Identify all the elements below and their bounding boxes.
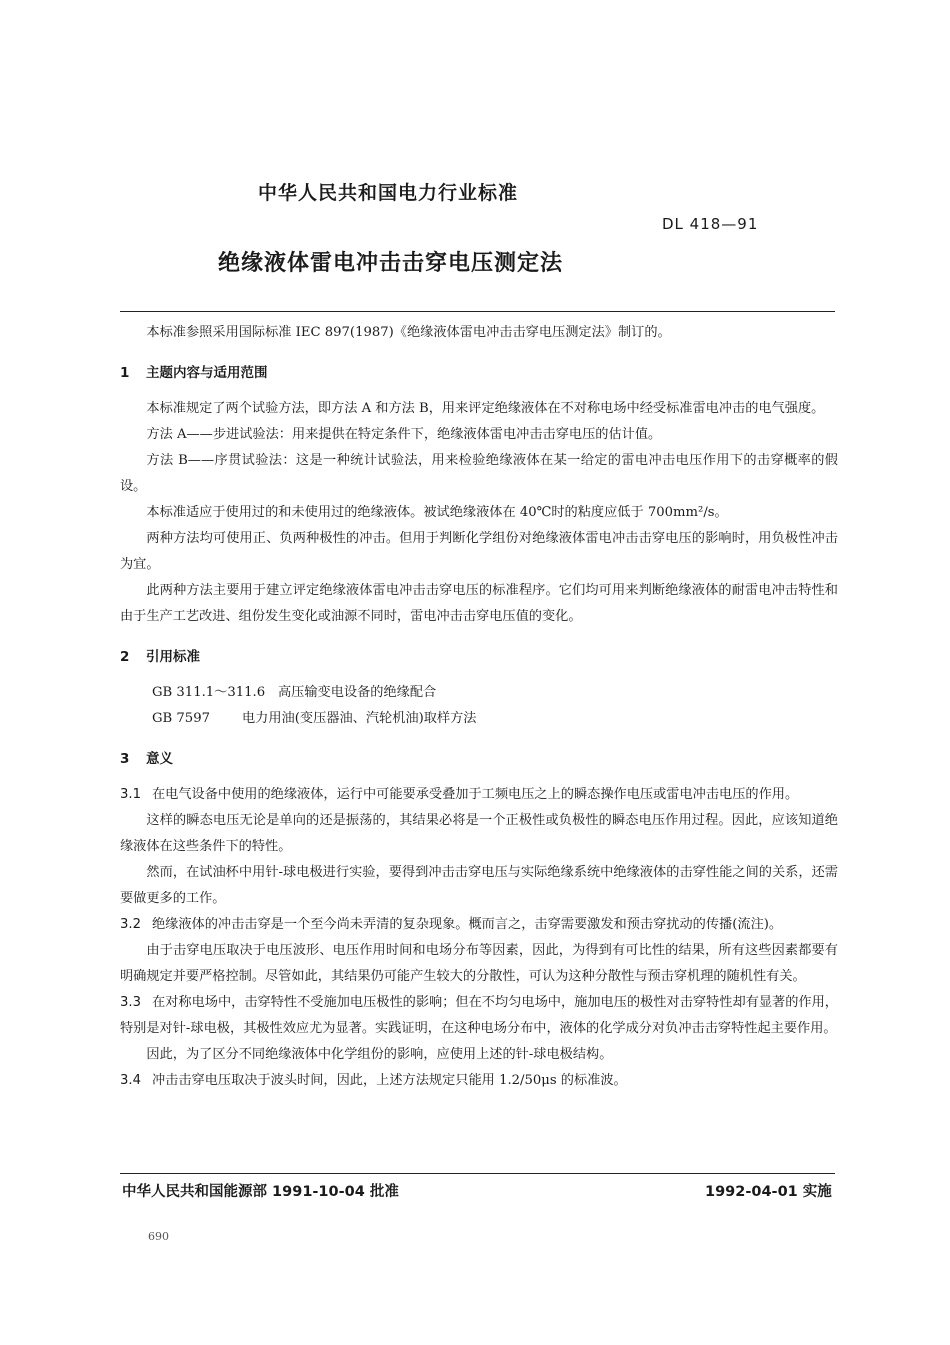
clause-number: 3.2 [120,917,141,932]
clause-text: 在对称电场中，击穿特性不受施加电压极性的影响；但在不均匀电场中，施加电压的极性对击穿特性却有显著的作用，特别是对针-球电极，其极性效应尤为显著。实践证明，在这种电场分布中，液体的化学成分对负冲击击穿特性起主要作用。 [120,995,838,1036]
section-2-heading [120,644,838,670]
clause-3-4 [120,1068,838,1094]
reference-item [120,706,838,732]
page-number: 690 [148,1230,169,1243]
reference-title: 电力用油(变压器油、汽轮机油)取样方法 [242,711,477,726]
clause-number: 3.4 [120,1073,141,1088]
intro-paragraph: 本标准参照采用国际标准 IEC 897(1987)《绝缘液体雷电冲击击穿电压测定法》制订的。 [146,325,671,340]
section-1-paragraph: 此两种方法主要用于建立评定绝缘液体雷电冲击击穿电压的标准程序。它们均可用来判断绝缘液体的耐雷电冲击特性和由于生产工艺改进、组份发生变化或油源不同时，雷电冲击击穿电压值的变化。 [120,583,838,624]
clause-number: 3.1 [120,787,141,802]
effective-date: 1992-04-01 实施 [705,1184,832,1200]
section-1-paragraph: 本标准适应于使用过的和未使用过的绝缘液体。被试绝缘液体在 40℃时的粘度应低于 700mm²/s。 [146,505,728,520]
section-1-paragraph: 本标准规定了两个试验方法，即方法 A 和方法 B，用来评定绝缘液体在不对称电场中经受标准雷电冲击的电气强度。 [146,401,825,416]
section-1-number: 1 [120,365,130,381]
clause-3-2 [120,912,838,938]
clause-text: 冲击击穿电压取决于波头时间，因此，上述方法规定只能用 1.2/50μs 的标准波。 [152,1073,627,1088]
clause-number: 3.3 [120,995,141,1010]
document-body [120,320,838,1094]
section-1-paragraph: 方法 A——步进试验法：用来提供在特定条件下，绝缘液体雷电冲击击穿电压的估计值。 [146,427,662,442]
section-3-heading [120,746,838,772]
clause-paragraph: 这样的瞬态电压无论是单向的还是振荡的，其结果必将是一个正极性或负极性的瞬态电压作用过程。因此，应该知道绝缘液体在这些条件下的特性。 [120,813,838,854]
reference-code: GB 311.1～311.6 [152,685,266,700]
section-3-number: 3 [120,751,130,767]
reference-code: GB 7597 [152,711,210,726]
clause-3-3 [120,990,838,1042]
approval-line: 中华人民共和国能源部 1991-10-04 批准 [122,1184,399,1200]
top-rule [120,311,835,312]
standard-code: DL 418—91 [662,215,759,233]
clause-paragraph: 然而，在试油杯中用针-球电极进行实验，要得到冲击击穿电压与实际绝缘系统中绝缘液体的击穿性能之间的关系，还需要做更多的工作。 [120,865,838,906]
section-1-heading [120,360,838,386]
section-2-title: 引用标准 [146,649,200,665]
clause-paragraph: 因此，为了区分不同绝缘液体中化学组份的影响，应使用上述的针-球电极结构。 [146,1047,613,1062]
standard-category: 中华人民共和国电力行业标准 [258,182,519,204]
clause-paragraph: 由于击穿电压取决于电压波形、电压作用时间和电场分布等因素，因此，为得到有可比性的结果，所有这些因素都要有明确规定并要严格控制。尽管如此，其结果仍可能产生较大的分散性，可认为这种分散性与预击穿机理的随机性有关。 [120,943,838,984]
section-2-number: 2 [120,649,130,665]
section-1-paragraph: 两种方法均可使用正、负两种极性的冲击。但用于判断化学组份对绝缘液体雷电冲击击穿电压的影响时，用负极性冲击为宜。 [120,531,838,572]
section-3-title: 意义 [146,751,173,767]
document-title: 绝缘液体雷电冲击击穿电压测定法 [218,251,564,276]
reference-item [120,680,838,706]
clause-text: 绝缘液体的冲击击穿是一个至今尚未弄清的复杂现象。概而言之，击穿需要激发和预击穿扰动的传播(流注)。 [152,917,783,932]
reference-title: 高压输变电设备的绝缘配合 [278,685,437,700]
bottom-rule [120,1173,835,1174]
clause-text: 在电气设备中使用的绝缘液体，运行中可能要承受叠加于工频电压之上的瞬态操作电压或雷电冲击电压的作用。 [152,787,799,802]
clause-3-1 [120,782,838,808]
section-1-title: 主题内容与适用范围 [146,365,268,381]
section-1-paragraph: 方法 B——序贯试验法：这是一种统计试验法，用来检验绝缘液体在某一给定的雷电冲击电压作用下的击穿概率的假设。 [120,453,838,494]
